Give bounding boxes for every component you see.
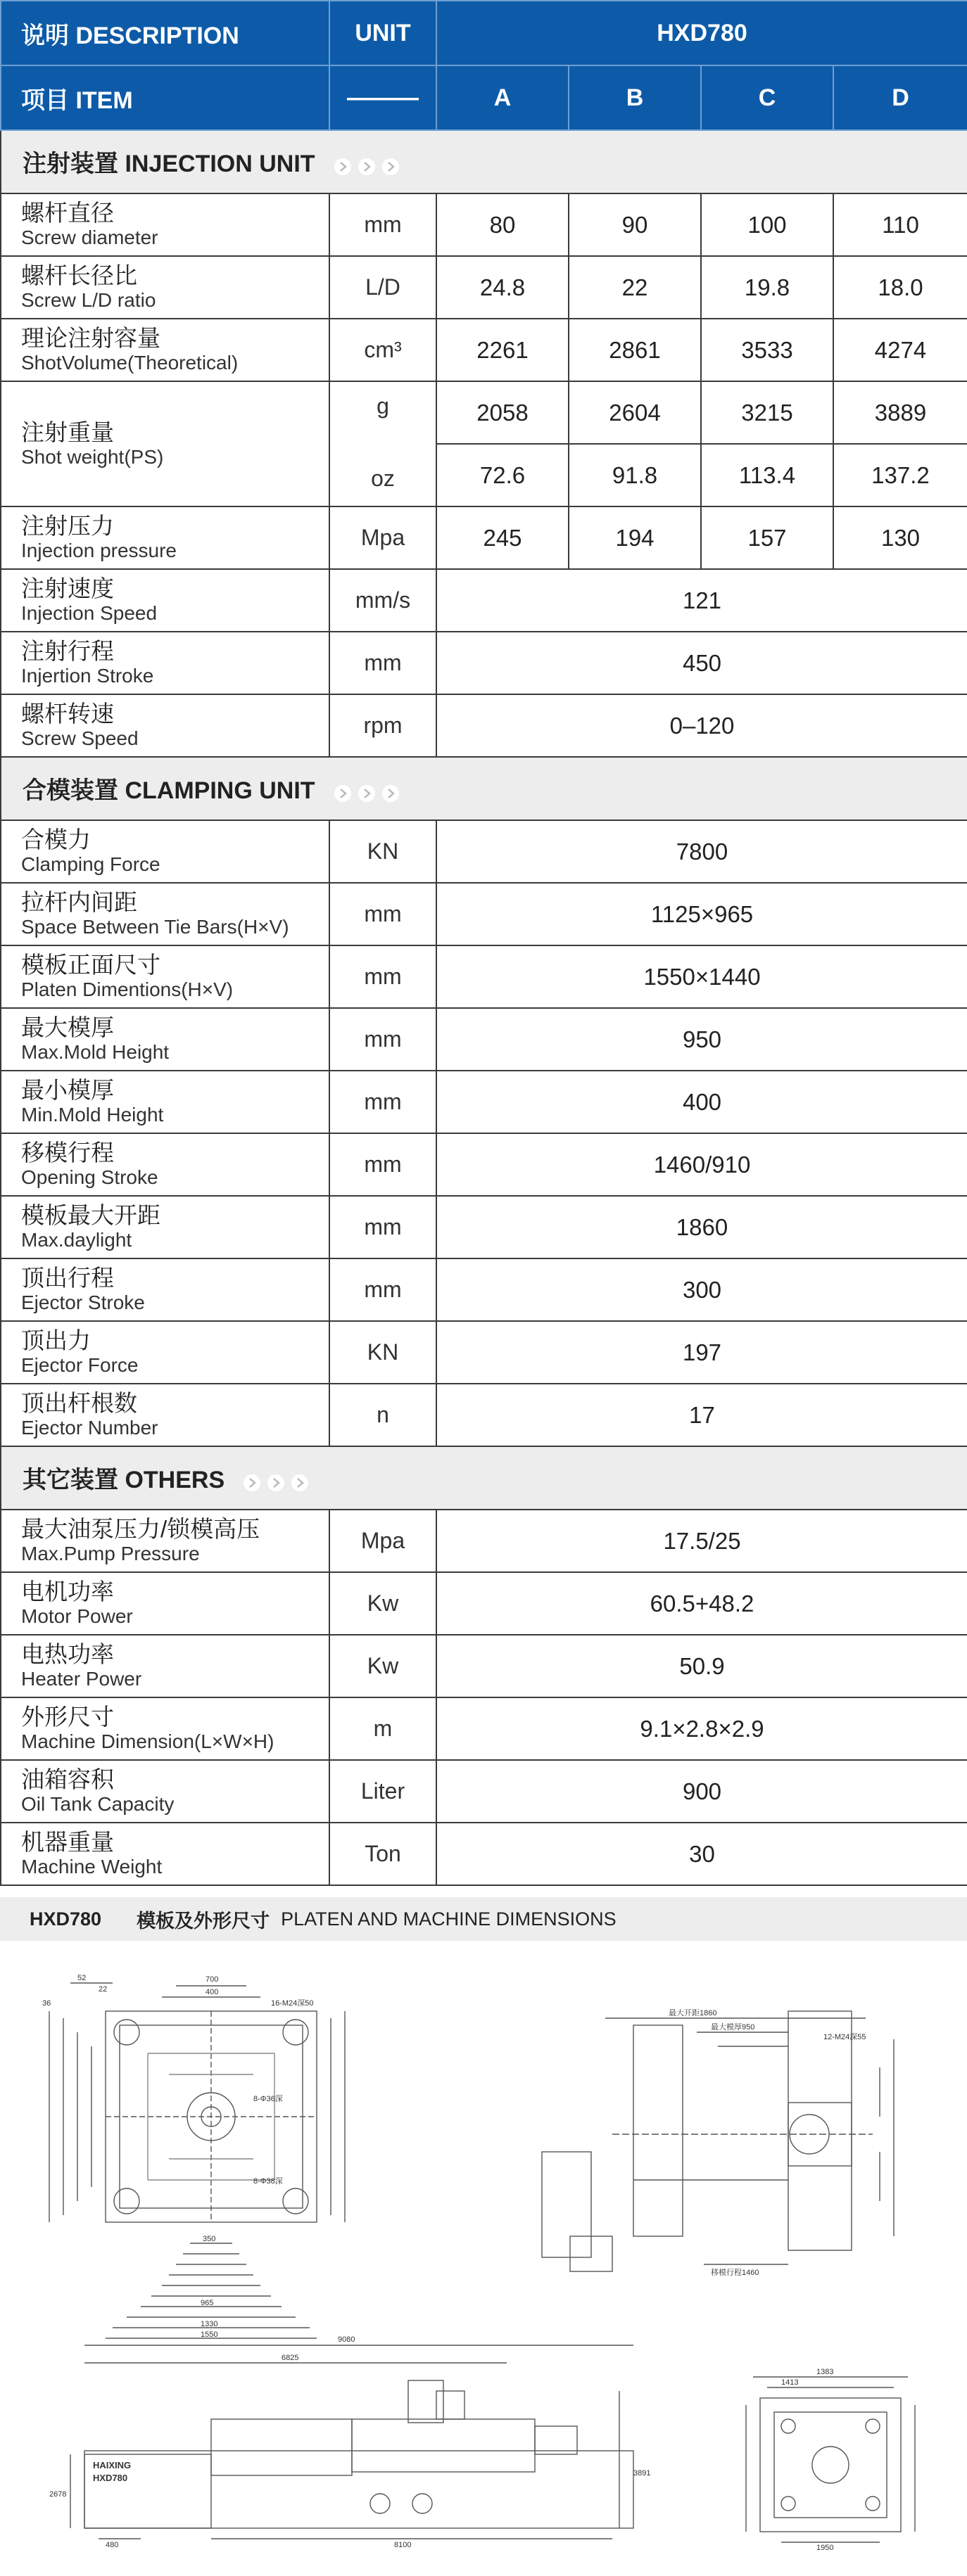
- item-cn: 注射压力: [21, 513, 114, 540]
- label-36: 36: [42, 1999, 51, 2008]
- header-row-1: [1, 1, 967, 65]
- value-c: 3215: [701, 381, 833, 444]
- item-en: Screw diameter: [21, 227, 158, 249]
- item-cn: 电热功率: [21, 1641, 114, 1668]
- table-row: [1, 1258, 967, 1321]
- item-cn: 顶出行程: [21, 1265, 114, 1292]
- unit: mm: [329, 945, 436, 1008]
- unit: mm/s: [329, 569, 436, 632]
- label-8phi36: 8-Φ36深: [253, 2095, 283, 2103]
- label-22: 22: [99, 1985, 108, 1994]
- machine-side-view: [70, 2345, 633, 2539]
- item-cn: 机器重量: [21, 1829, 114, 1856]
- item-cn: 移模行程: [21, 1140, 114, 1166]
- value-a: 24.8: [436, 256, 569, 319]
- unit: Liter: [329, 1760, 436, 1823]
- unit-oz: oz: [371, 466, 395, 491]
- item-cn: 注射行程: [21, 638, 114, 665]
- unit: L/D: [329, 256, 436, 319]
- item-cn: 油箱容积: [21, 1766, 114, 1793]
- value-c: 157: [701, 506, 833, 569]
- value-a: 2261: [436, 319, 569, 381]
- unit: Ton: [329, 1823, 436, 1885]
- value: 197: [436, 1321, 967, 1384]
- value: 50.9: [436, 1635, 967, 1697]
- value: 900: [436, 1760, 967, 1823]
- item-en: Ejector Stroke: [21, 1292, 145, 1314]
- value: 1125×965: [436, 883, 967, 945]
- item-en: Heater Power: [21, 1668, 142, 1690]
- value-c: 113.4: [701, 444, 833, 506]
- label-3891: 3891: [633, 2469, 651, 2478]
- item-cn: 螺杆直径: [21, 200, 114, 227]
- item-cn: 最小模厚: [21, 1077, 114, 1104]
- unit: KN: [329, 820, 436, 883]
- unit: KN: [329, 1321, 436, 1384]
- value-d: 4274: [833, 319, 967, 381]
- label-opening-stroke: 移模行程1460: [711, 2269, 759, 2277]
- item-en: Machine Weight: [21, 1856, 163, 1878]
- item-cn: 模板正面尺寸: [21, 952, 160, 978]
- label-965: 965: [201, 2299, 214, 2307]
- item-en: Max.daylight: [21, 1229, 132, 1251]
- item-cn: 模板最大开距: [21, 1202, 160, 1229]
- value: 400: [436, 1071, 967, 1133]
- table-row: [1, 1196, 967, 1258]
- row-injection-pressure: [1, 506, 967, 569]
- value: 7800: [436, 820, 967, 883]
- arrows-icon: [334, 152, 405, 179]
- value-b: 22: [569, 256, 701, 319]
- value: 450: [436, 632, 967, 694]
- table-row: [1, 1510, 967, 1572]
- column-c: C: [701, 65, 833, 130]
- value: 30: [436, 1823, 967, 1885]
- value: 950: [436, 1008, 967, 1071]
- value-b: 90: [569, 193, 701, 256]
- table-row: [1, 1572, 967, 1635]
- unit: mm: [329, 1258, 436, 1321]
- row-injection-stroke: [1, 632, 967, 694]
- item-en: Ejector Force: [21, 1354, 139, 1377]
- value: 9.1×2.8×2.9: [436, 1697, 967, 1760]
- dimension-drawings: [0, 1941, 967, 2550]
- table-row: [1, 1008, 967, 1071]
- item-en: Min.Mold Height: [21, 1104, 164, 1126]
- item-en: Shot weight(PS): [21, 445, 164, 468]
- unit: mm: [329, 1008, 436, 1071]
- row-injection-speed: [1, 569, 967, 632]
- label-1413: 1413: [781, 2378, 799, 2387]
- label-480: 480: [106, 2541, 119, 2549]
- item-cn: 螺杆转速: [21, 701, 114, 727]
- item-en: Injection pressure: [21, 540, 177, 562]
- arrows-icon: [334, 779, 405, 806]
- value-d: 110: [833, 193, 967, 256]
- value-b: 2604: [569, 381, 701, 444]
- table-row: [1, 1635, 967, 1697]
- item-en: Oil Tank Capacity: [21, 1793, 175, 1816]
- machine-end-view: [746, 2377, 915, 2542]
- value: 60.5+48.2: [436, 1572, 967, 1635]
- row-ld-ratio: [1, 256, 967, 319]
- value: 17: [436, 1384, 967, 1446]
- table-row: [1, 1760, 967, 1823]
- column-d: D: [833, 65, 967, 130]
- unit: Kw: [329, 1572, 436, 1635]
- unit: mm: [329, 1133, 436, 1196]
- value: 1550×1440: [436, 945, 967, 1008]
- brand-logo-text: HAIXING: [93, 2460, 132, 2470]
- section-clamping: [1, 757, 967, 820]
- label-8phi38: 8-Φ38深: [253, 2177, 283, 2186]
- value: 1460/910: [436, 1133, 967, 1196]
- value-c: 100: [701, 193, 833, 256]
- value-b: 2861: [569, 319, 701, 381]
- label-9080: 9080: [338, 2335, 355, 2344]
- row-shot-volume: [1, 319, 967, 381]
- value: 300: [436, 1258, 967, 1321]
- unit: mm: [329, 1196, 436, 1258]
- section-title: 其它装置 OTHERS: [23, 1467, 225, 1494]
- others-rows: [1, 1510, 967, 1885]
- item-en: Injertion Stroke: [21, 665, 154, 687]
- label-1383: 1383: [816, 2368, 834, 2376]
- item-en: Max.Mold Height: [21, 1041, 170, 1064]
- item-cn: 最大油泵压力/锁模高压: [21, 1516, 260, 1543]
- table-row: [1, 820, 967, 883]
- section-injection: [1, 130, 967, 193]
- column-b: B: [569, 65, 701, 130]
- item-en: Screw Speed: [21, 727, 139, 750]
- item-en: Injection Speed: [21, 602, 158, 625]
- value: 1860: [436, 1196, 967, 1258]
- item-unit-dash: ———: [329, 65, 436, 130]
- item-cn: 理论注射容量: [21, 325, 160, 352]
- value-a: 80: [436, 193, 569, 256]
- description-header: 说明 DESCRIPTION: [1, 1, 329, 65]
- unit: n: [329, 1384, 436, 1446]
- platen-side-view: [542, 2011, 894, 2271]
- table-row: [1, 1384, 967, 1446]
- label-1950: 1950: [816, 2544, 834, 2550]
- label-52: 52: [77, 1974, 87, 1982]
- row-screw-speed: [1, 694, 967, 757]
- value-c: 3533: [701, 319, 833, 381]
- label-8100: 8100: [394, 2541, 412, 2549]
- row-shot-weight-g: [1, 381, 967, 444]
- value-d: 18.0: [833, 256, 967, 319]
- item-cn: 螺杆长径比: [21, 262, 137, 289]
- item-en: Screw L/D ratio: [21, 289, 156, 312]
- table-row: [1, 945, 967, 1008]
- label-700: 700: [206, 1975, 219, 1984]
- table-row: [1, 883, 967, 945]
- item-en: ShotVolume(Theoretical): [21, 352, 239, 374]
- value-b: 194: [569, 506, 701, 569]
- unit: Mpa: [329, 506, 436, 569]
- item-cn: 电机功率: [21, 1579, 114, 1605]
- label-350: 350: [203, 2235, 216, 2243]
- unit: mm: [329, 193, 436, 256]
- model-logo-text: HXD780: [93, 2473, 128, 2483]
- value-d: 137.2: [833, 444, 967, 506]
- dimensions-title-bar: [0, 1897, 967, 1941]
- table-row: [1, 1133, 967, 1196]
- technical-drawing: [0, 1941, 967, 2550]
- header-row-2: [1, 65, 967, 130]
- item-cn: 注射重量: [21, 419, 114, 445]
- arrows-icon: [243, 1468, 315, 1496]
- item-header: 项目 ITEM: [1, 65, 329, 130]
- unit: mm: [329, 883, 436, 945]
- unit: mm: [329, 632, 436, 694]
- label-6825: 6825: [282, 2354, 299, 2362]
- unit: cm³: [329, 319, 436, 381]
- item-en: Max.Pump Pressure: [21, 1543, 200, 1565]
- label-1330: 1330: [201, 2320, 218, 2328]
- dimensions-model: HXD780: [30, 1908, 102, 1930]
- item-en: Motor Power: [21, 1605, 133, 1628]
- section-title: 注射装置 INJECTION UNIT: [23, 151, 315, 178]
- label-2678: 2678: [49, 2490, 67, 2499]
- label-max-mold: 最大模厚950: [711, 2023, 755, 2032]
- value-a: 2058: [436, 381, 569, 444]
- value-b: 91.8: [569, 444, 701, 506]
- item-en: Clamping Force: [21, 853, 160, 876]
- item-cn: 拉杆内间距: [21, 889, 137, 916]
- item-cn: 最大模厚: [21, 1014, 114, 1041]
- label-max-daylight: 最大开距1860: [669, 2009, 717, 2017]
- item-cn: 合模力: [21, 827, 91, 853]
- unit: Mpa: [329, 1510, 436, 1572]
- dimensions-title-cn: 模板及外形尺寸: [137, 1910, 270, 1932]
- value-a: 245: [436, 506, 569, 569]
- unit: mm: [329, 1071, 436, 1133]
- unit-g: g: [377, 393, 389, 419]
- value-c: 19.8: [701, 256, 833, 319]
- item-en: Machine Dimension(L×W×H): [21, 1730, 274, 1753]
- label-16m24: 16-M24深50: [271, 1999, 314, 2008]
- value-a: 72.6: [436, 444, 569, 506]
- item-cn: 外形尺寸: [21, 1704, 114, 1730]
- item-en: Ejector Number: [21, 1417, 158, 1439]
- model-header: HXD780: [436, 1, 967, 65]
- table-row: [1, 1321, 967, 1384]
- unit: Kw: [329, 1635, 436, 1697]
- item-cn: 注射速度: [21, 575, 114, 602]
- unit: m: [329, 1697, 436, 1760]
- item-cn: 顶出杆根数: [21, 1390, 137, 1417]
- table-row: [1, 1071, 967, 1133]
- clamping-rows: [1, 820, 967, 1446]
- label-400: 400: [206, 1988, 219, 1996]
- label-12m24: 12-M24深55: [823, 2033, 866, 2041]
- item-en: Space Between Tie Bars(H×V): [21, 916, 289, 938]
- unit-header: UNIT: [329, 1, 436, 65]
- value: 121: [436, 569, 967, 632]
- section-others: [1, 1446, 967, 1510]
- row-screw-diameter: [1, 193, 967, 256]
- unit: rpm: [329, 694, 436, 757]
- item-cn: 顶出力: [21, 1327, 91, 1354]
- table-row: [1, 1697, 967, 1760]
- value-d: 130: [833, 506, 967, 569]
- value: 17.5/25: [436, 1510, 967, 1572]
- section-title: 合模装置 CLAMPING UNIT: [23, 777, 315, 805]
- label-1550: 1550: [201, 2330, 218, 2339]
- dimensions-title-en: PLATEN AND MACHINE DIMENSIONS: [281, 1908, 617, 1930]
- value: 0–120: [436, 694, 967, 757]
- column-a: A: [436, 65, 569, 130]
- table-row: [1, 1823, 967, 1885]
- platen-front-view: [49, 1983, 345, 2338]
- item-en: Platen Dimentions(H×V): [21, 978, 234, 1001]
- value-d: 3889: [833, 381, 967, 444]
- item-en: Opening Stroke: [21, 1166, 158, 1189]
